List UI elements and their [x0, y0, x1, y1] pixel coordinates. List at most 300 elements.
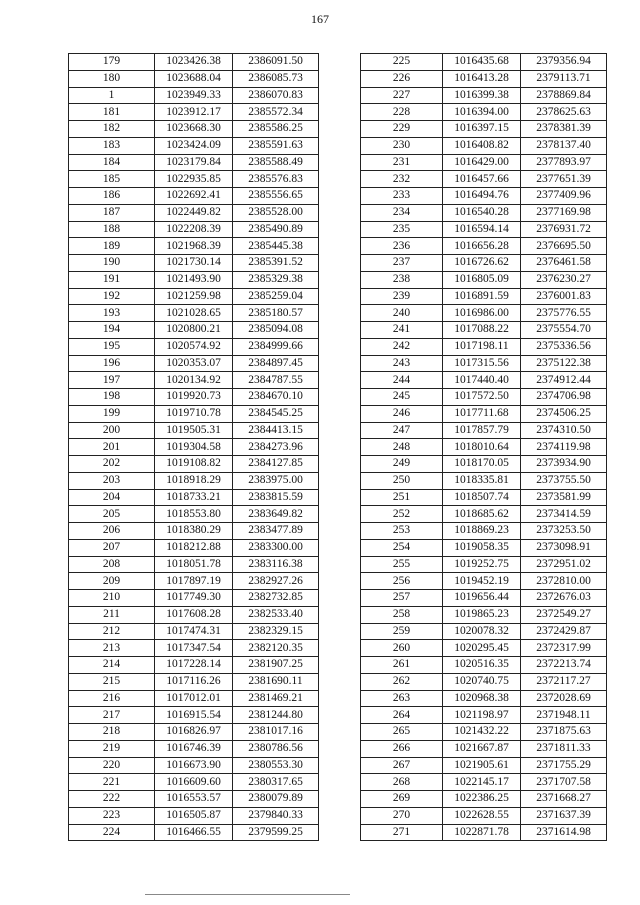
x-coordinate-cell: 1016891.59 [443, 288, 521, 305]
table-row [69, 204, 319, 221]
point-number-cell: 225 [361, 54, 443, 71]
point-number-cell: 269 [361, 791, 443, 808]
table-row [361, 673, 607, 690]
y-coordinate-cell: 2373253.50 [521, 523, 607, 540]
point-number-cell: 242 [361, 338, 443, 355]
y-coordinate-cell: 2385391.52 [233, 255, 319, 272]
x-coordinate-cell: 1017228.14 [155, 657, 233, 674]
table-row [69, 690, 319, 707]
point-number-cell: 219 [69, 740, 155, 757]
table-row [361, 623, 607, 640]
point-number-cell: 268 [361, 774, 443, 791]
x-coordinate-cell: 1021493.90 [155, 271, 233, 288]
point-number-cell: 247 [361, 422, 443, 439]
point-number-cell: 201 [69, 439, 155, 456]
x-coordinate-cell: 1022449.82 [155, 204, 233, 221]
x-coordinate-cell: 1016408.82 [443, 137, 521, 154]
y-coordinate-cell: 2383116.38 [233, 556, 319, 573]
x-coordinate-cell: 1017347.54 [155, 640, 233, 657]
x-coordinate-cell: 1016429.00 [443, 154, 521, 171]
point-number-cell: 223 [69, 807, 155, 824]
point-number-cell: 200 [69, 422, 155, 439]
y-coordinate-cell: 2377893.97 [521, 154, 607, 171]
table-row [361, 791, 607, 808]
y-coordinate-cell: 2378869.84 [521, 87, 607, 104]
table-row [69, 355, 319, 372]
x-coordinate-cell: 1020295.45 [443, 640, 521, 657]
y-coordinate-cell: 2386070.83 [233, 87, 319, 104]
point-number-cell: 258 [361, 606, 443, 623]
x-coordinate-cell: 1023426.38 [155, 54, 233, 71]
x-coordinate-cell: 1021198.97 [443, 707, 521, 724]
y-coordinate-cell: 2373755.50 [521, 472, 607, 489]
x-coordinate-cell: 1016656.28 [443, 238, 521, 255]
x-coordinate-cell: 1018051.78 [155, 556, 233, 573]
x-coordinate-cell: 1018918.29 [155, 472, 233, 489]
y-coordinate-cell: 2376230.27 [521, 271, 607, 288]
x-coordinate-cell: 1017897.19 [155, 573, 233, 590]
point-number-cell: 246 [361, 405, 443, 422]
point-number-cell: 1 [69, 87, 155, 104]
x-coordinate-cell: 1019108.82 [155, 456, 233, 473]
point-number-cell: 236 [361, 238, 443, 255]
x-coordinate-cell: 1022145.17 [443, 774, 521, 791]
x-coordinate-cell: 1020574.92 [155, 338, 233, 355]
point-number-cell: 238 [361, 271, 443, 288]
table-row [69, 271, 319, 288]
y-coordinate-cell: 2381907.25 [233, 657, 319, 674]
table-row [361, 690, 607, 707]
point-number-cell: 187 [69, 204, 155, 221]
y-coordinate-cell: 2385180.57 [233, 305, 319, 322]
y-coordinate-cell: 2378381.39 [521, 121, 607, 138]
x-coordinate-cell: 1016746.39 [155, 740, 233, 757]
x-coordinate-cell: 1019252.75 [443, 556, 521, 573]
table-row [69, 791, 319, 808]
x-coordinate-cell: 1020134.92 [155, 372, 233, 389]
y-coordinate-cell: 2374706.98 [521, 389, 607, 406]
x-coordinate-cell: 1023179.84 [155, 154, 233, 171]
table-row [69, 673, 319, 690]
point-number-cell: 208 [69, 556, 155, 573]
x-coordinate-cell: 1019452.19 [443, 573, 521, 590]
y-coordinate-cell: 2381469.21 [233, 690, 319, 707]
table-row [361, 355, 607, 372]
point-number-cell: 264 [361, 707, 443, 724]
y-coordinate-cell: 2376001.83 [521, 288, 607, 305]
point-number-cell: 210 [69, 590, 155, 607]
page-number: 167 [311, 12, 329, 26]
table-row [361, 606, 607, 623]
y-coordinate-cell: 2374310.50 [521, 422, 607, 439]
x-coordinate-cell: 1018170.05 [443, 456, 521, 473]
y-coordinate-cell: 2372028.69 [521, 690, 607, 707]
y-coordinate-cell: 2378137.40 [521, 137, 607, 154]
table-row [69, 472, 319, 489]
point-number-cell: 234 [361, 204, 443, 221]
x-coordinate-cell: 1023912.17 [155, 104, 233, 121]
point-number-cell: 181 [69, 104, 155, 121]
x-coordinate-cell: 1021259.98 [155, 288, 233, 305]
point-number-cell: 259 [361, 623, 443, 640]
y-coordinate-cell: 2373934.90 [521, 456, 607, 473]
point-number-cell: 196 [69, 355, 155, 372]
point-number-cell: 221 [69, 774, 155, 791]
y-coordinate-cell: 2372429.87 [521, 623, 607, 640]
x-coordinate-cell: 1016457.66 [443, 171, 521, 188]
point-number-cell: 205 [69, 506, 155, 523]
table-row [69, 338, 319, 355]
y-coordinate-cell: 2372810.00 [521, 573, 607, 590]
point-number-cell: 261 [361, 657, 443, 674]
table-row [361, 288, 607, 305]
point-number-cell: 204 [69, 489, 155, 506]
point-number-cell: 237 [361, 255, 443, 272]
point-number-cell: 229 [361, 121, 443, 138]
table-row [361, 271, 607, 288]
table-row [361, 204, 607, 221]
point-number-cell: 262 [361, 673, 443, 690]
y-coordinate-cell: 2382120.35 [233, 640, 319, 657]
y-coordinate-cell: 2380317.65 [233, 774, 319, 791]
point-number-cell: 206 [69, 523, 155, 540]
table-row [69, 774, 319, 791]
point-number-cell: 202 [69, 456, 155, 473]
point-number-cell: 203 [69, 472, 155, 489]
x-coordinate-cell: 1019865.23 [443, 606, 521, 623]
y-coordinate-cell: 2382533.40 [233, 606, 319, 623]
x-coordinate-cell: 1016505.87 [155, 807, 233, 824]
point-number-cell: 227 [361, 87, 443, 104]
coordinates-table-left [68, 53, 319, 841]
table-row [361, 389, 607, 406]
point-number-cell: 241 [361, 322, 443, 339]
point-number-cell: 194 [69, 322, 155, 339]
y-coordinate-cell: 2385329.38 [233, 271, 319, 288]
table-row [69, 305, 319, 322]
x-coordinate-cell: 1021730.14 [155, 255, 233, 272]
table-row [361, 472, 607, 489]
x-coordinate-cell: 1016915.54 [155, 707, 233, 724]
table-row [361, 238, 607, 255]
table-row [69, 322, 319, 339]
table-row [69, 539, 319, 556]
y-coordinate-cell: 2385572.34 [233, 104, 319, 121]
table-row [69, 255, 319, 272]
x-coordinate-cell: 1022386.25 [443, 791, 521, 808]
table-row [361, 439, 607, 456]
point-number-cell: 245 [361, 389, 443, 406]
x-coordinate-cell: 1019505.31 [155, 422, 233, 439]
x-coordinate-cell: 1016673.90 [155, 757, 233, 774]
table-row [69, 590, 319, 607]
table-row [69, 221, 319, 238]
x-coordinate-cell: 1019656.44 [443, 590, 521, 607]
x-coordinate-cell: 1020800.21 [155, 322, 233, 339]
point-number-cell: 180 [69, 70, 155, 87]
point-number-cell: 217 [69, 707, 155, 724]
x-coordinate-cell: 1021968.39 [155, 238, 233, 255]
x-coordinate-cell: 1016609.60 [155, 774, 233, 791]
x-coordinate-cell: 1016540.28 [443, 204, 521, 221]
x-coordinate-cell: 1017440.40 [443, 372, 521, 389]
y-coordinate-cell: 2385259.04 [233, 288, 319, 305]
y-coordinate-cell: 2372951.02 [521, 556, 607, 573]
x-coordinate-cell: 1016397.15 [443, 121, 521, 138]
table-row [69, 506, 319, 523]
point-number-cell: 212 [69, 623, 155, 640]
y-coordinate-cell: 2383300.00 [233, 539, 319, 556]
y-coordinate-cell: 2380553.30 [233, 757, 319, 774]
point-number-cell: 218 [69, 724, 155, 741]
table-row [69, 573, 319, 590]
coordinates-table-right [360, 53, 607, 841]
table-row [361, 87, 607, 104]
table-row [69, 104, 319, 121]
table-row [69, 288, 319, 305]
y-coordinate-cell: 2384897.45 [233, 355, 319, 372]
point-number-cell: 215 [69, 673, 155, 690]
point-number-cell: 235 [361, 221, 443, 238]
y-coordinate-cell: 2371948.11 [521, 707, 607, 724]
table-row [69, 556, 319, 573]
x-coordinate-cell: 1022935.85 [155, 171, 233, 188]
x-coordinate-cell: 1017012.01 [155, 690, 233, 707]
x-coordinate-cell: 1017116.26 [155, 673, 233, 690]
y-coordinate-cell: 2381690.11 [233, 673, 319, 690]
point-number-cell: 222 [69, 791, 155, 808]
table-row [69, 623, 319, 640]
point-number-cell: 239 [361, 288, 443, 305]
x-coordinate-cell: 1021028.65 [155, 305, 233, 322]
x-coordinate-cell: 1016805.09 [443, 271, 521, 288]
y-coordinate-cell: 2372213.74 [521, 657, 607, 674]
y-coordinate-cell: 2377651.39 [521, 171, 607, 188]
point-number-cell: 249 [361, 456, 443, 473]
x-coordinate-cell: 1017572.50 [443, 389, 521, 406]
point-number-cell: 179 [69, 54, 155, 71]
point-number-cell: 267 [361, 757, 443, 774]
y-coordinate-cell: 2382329.15 [233, 623, 319, 640]
table-row [69, 422, 319, 439]
x-coordinate-cell: 1017711.68 [443, 405, 521, 422]
point-number-cell: 198 [69, 389, 155, 406]
y-coordinate-cell: 2383649.82 [233, 506, 319, 523]
table-row [69, 87, 319, 104]
y-coordinate-cell: 2372117.27 [521, 673, 607, 690]
x-coordinate-cell: 1016394.00 [443, 104, 521, 121]
y-coordinate-cell: 2380786.56 [233, 740, 319, 757]
point-number-cell: 192 [69, 288, 155, 305]
y-coordinate-cell: 2386085.73 [233, 70, 319, 87]
point-number-cell: 182 [69, 121, 155, 138]
table-row [361, 489, 607, 506]
x-coordinate-cell: 1018335.81 [443, 472, 521, 489]
table-row [361, 70, 607, 87]
table-row [69, 171, 319, 188]
table-row [361, 456, 607, 473]
table-row [361, 154, 607, 171]
y-coordinate-cell: 2377409.96 [521, 188, 607, 205]
y-coordinate-cell: 2383815.59 [233, 489, 319, 506]
x-coordinate-cell: 1022692.41 [155, 188, 233, 205]
x-coordinate-cell: 1017857.79 [443, 422, 521, 439]
x-coordinate-cell: 1016553.57 [155, 791, 233, 808]
table-row [361, 54, 607, 71]
x-coordinate-cell: 1016986.00 [443, 305, 521, 322]
table-row [69, 121, 319, 138]
point-number-cell: 228 [361, 104, 443, 121]
y-coordinate-cell: 2375776.55 [521, 305, 607, 322]
y-coordinate-cell: 2375122.38 [521, 355, 607, 372]
x-coordinate-cell: 1020516.35 [443, 657, 521, 674]
table-row [361, 255, 607, 272]
y-coordinate-cell: 2371614.98 [521, 824, 607, 841]
x-coordinate-cell: 1016494.76 [443, 188, 521, 205]
x-coordinate-cell: 1016435.68 [443, 54, 521, 71]
page-bottom-rule [145, 894, 350, 895]
y-coordinate-cell: 2385490.89 [233, 221, 319, 238]
point-number-cell: 253 [361, 523, 443, 540]
point-number-cell: 199 [69, 405, 155, 422]
point-number-cell: 243 [361, 355, 443, 372]
y-coordinate-cell: 2374912.44 [521, 372, 607, 389]
y-coordinate-cell: 2373098.91 [521, 539, 607, 556]
x-coordinate-cell: 1016726.62 [443, 255, 521, 272]
y-coordinate-cell: 2385588.49 [233, 154, 319, 171]
table-row [361, 188, 607, 205]
point-number-cell: 254 [361, 539, 443, 556]
y-coordinate-cell: 2384273.96 [233, 439, 319, 456]
table-row [361, 405, 607, 422]
table-row [69, 640, 319, 657]
x-coordinate-cell: 1019304.58 [155, 439, 233, 456]
point-number-cell: 232 [361, 171, 443, 188]
y-coordinate-cell: 2372317.99 [521, 640, 607, 657]
y-coordinate-cell: 2385528.00 [233, 204, 319, 221]
point-number-cell: 231 [361, 154, 443, 171]
table-row [69, 824, 319, 841]
x-coordinate-cell: 1023949.33 [155, 87, 233, 104]
table-row [69, 807, 319, 824]
y-coordinate-cell: 2375554.70 [521, 322, 607, 339]
x-coordinate-cell: 1019710.78 [155, 405, 233, 422]
table-row [361, 338, 607, 355]
point-number-cell: 190 [69, 255, 155, 272]
table-row [361, 322, 607, 339]
table-row [69, 405, 319, 422]
x-coordinate-cell: 1021667.87 [443, 740, 521, 757]
table-row [361, 740, 607, 757]
y-coordinate-cell: 2384545.25 [233, 405, 319, 422]
point-number-cell: 213 [69, 640, 155, 657]
x-coordinate-cell: 1019058.35 [443, 539, 521, 556]
x-coordinate-cell: 1018507.74 [443, 489, 521, 506]
x-coordinate-cell: 1016594.14 [443, 221, 521, 238]
x-coordinate-cell: 1022628.55 [443, 807, 521, 824]
table-row [69, 137, 319, 154]
x-coordinate-cell: 1016413.28 [443, 70, 521, 87]
x-coordinate-cell: 1023668.30 [155, 121, 233, 138]
x-coordinate-cell: 1018380.29 [155, 523, 233, 540]
point-number-cell: 256 [361, 573, 443, 590]
y-coordinate-cell: 2379840.33 [233, 807, 319, 824]
point-number-cell: 184 [69, 154, 155, 171]
table-row [361, 506, 607, 523]
y-coordinate-cell: 2382927.26 [233, 573, 319, 590]
y-coordinate-cell: 2375336.56 [521, 338, 607, 355]
y-coordinate-cell: 2379599.25 [233, 824, 319, 841]
x-coordinate-cell: 1023688.04 [155, 70, 233, 87]
point-number-cell: 224 [69, 824, 155, 841]
y-coordinate-cell: 2372676.03 [521, 590, 607, 607]
table-row [361, 757, 607, 774]
y-coordinate-cell: 2379113.71 [521, 70, 607, 87]
y-coordinate-cell: 2376695.50 [521, 238, 607, 255]
table-row [69, 70, 319, 87]
table-row [69, 606, 319, 623]
table-row [69, 489, 319, 506]
point-number-cell: 197 [69, 372, 155, 389]
y-coordinate-cell: 2371707.58 [521, 774, 607, 791]
x-coordinate-cell: 1017315.56 [443, 355, 521, 372]
y-coordinate-cell: 2371875.63 [521, 724, 607, 741]
y-coordinate-cell: 2381244.80 [233, 707, 319, 724]
table-row [361, 121, 607, 138]
point-number-cell: 207 [69, 539, 155, 556]
point-number-cell: 195 [69, 338, 155, 355]
y-coordinate-cell: 2384413.15 [233, 422, 319, 439]
point-number-cell: 248 [361, 439, 443, 456]
point-number-cell: 233 [361, 188, 443, 205]
x-coordinate-cell: 1017474.31 [155, 623, 233, 640]
x-coordinate-cell: 1020078.32 [443, 623, 521, 640]
y-coordinate-cell: 2371811.33 [521, 740, 607, 757]
point-number-cell: 270 [361, 807, 443, 824]
y-coordinate-cell: 2376461.58 [521, 255, 607, 272]
table-row [361, 539, 607, 556]
table-row [361, 724, 607, 741]
table-row [361, 573, 607, 590]
table-row [361, 221, 607, 238]
x-coordinate-cell: 1016826.97 [155, 724, 233, 741]
point-number-cell: 260 [361, 640, 443, 657]
table-row [361, 137, 607, 154]
x-coordinate-cell: 1016466.55 [155, 824, 233, 841]
y-coordinate-cell: 2372549.27 [521, 606, 607, 623]
x-coordinate-cell: 1020353.07 [155, 355, 233, 372]
x-coordinate-cell: 1017749.30 [155, 590, 233, 607]
y-coordinate-cell: 2374506.25 [521, 405, 607, 422]
y-coordinate-cell: 2383975.00 [233, 472, 319, 489]
point-number-cell: 244 [361, 372, 443, 389]
point-number-cell: 255 [361, 556, 443, 573]
y-coordinate-cell: 2385576.83 [233, 171, 319, 188]
x-coordinate-cell: 1017088.22 [443, 322, 521, 339]
point-number-cell: 263 [361, 690, 443, 707]
y-coordinate-cell: 2384127.85 [233, 456, 319, 473]
point-number-cell: 266 [361, 740, 443, 757]
point-number-cell: 188 [69, 221, 155, 238]
x-coordinate-cell: 1021905.61 [443, 757, 521, 774]
y-coordinate-cell: 2371668.27 [521, 791, 607, 808]
y-coordinate-cell: 2384787.55 [233, 372, 319, 389]
point-number-cell: 211 [69, 606, 155, 623]
x-coordinate-cell: 1023424.09 [155, 137, 233, 154]
point-number-cell: 209 [69, 573, 155, 590]
table-row [69, 724, 319, 741]
table-row [361, 807, 607, 824]
